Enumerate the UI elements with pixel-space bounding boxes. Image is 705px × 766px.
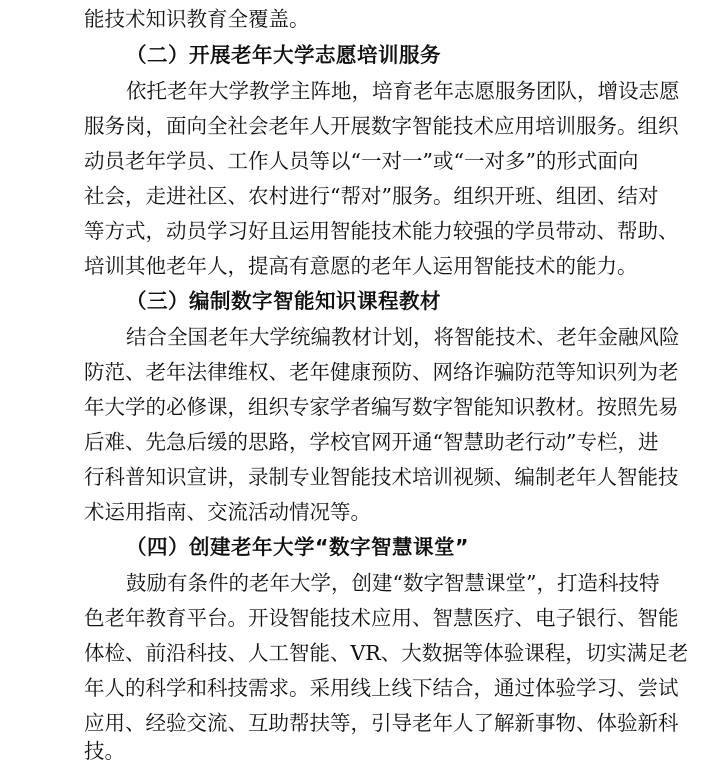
paragraph-line: 体检、前沿科技、人工智能、VR、大数据等体验课程，切实满足老 (84, 641, 689, 665)
paragraph-line: 鼓励有条件的老年大学，创建“数字智慧课堂”，打造科技特 (126, 571, 660, 595)
paragraph-line: 培训其他老年人，提高有意愿的老年人运用智能技术的能力。 (84, 254, 638, 278)
section-heading-2: （二）开展老年大学志愿培训服务 (126, 43, 441, 67)
paragraph-line: 等方式，动员学习好且运用智能技术能力较强的学员带动、帮助、 (84, 219, 679, 243)
paragraph-line: 后难、先急后缓的思路，学校官网开通“智慧助老行动”专栏，进 (84, 430, 659, 454)
section-heading-4: （四）创建老年大学“数字智慧课堂” (126, 535, 469, 559)
section-heading-3: （三）编制数字智能知识课程教材 (126, 289, 441, 313)
paragraph-line: 防范、老年法律维权、老年健康预防、网络诈骗防范等知识列为老 (84, 360, 679, 384)
paragraph-line: 技。 (84, 739, 125, 763)
paragraph-line: 色老年教育平台。开设智能技术应用、智慧医疗、电子银行、智能 (84, 606, 679, 630)
paragraph-line: 服务岗，面向全社会老年人开展数字智能技术应用培训服务。组织 (84, 114, 679, 138)
paragraph-line: 动员老年学员、工作人员等以“一对一”或“一对多”的形式面向 (84, 149, 639, 173)
paragraph-line: 结合全国老年大学统编教材计划，将智能技术、老年金融风险 (126, 325, 680, 349)
paragraph-line: 术运用指南、交流活动情况等。 (84, 500, 371, 524)
paragraph-line: 年人的科学和科技需求。采用线上线下结合，通过体验学习、尝试 (84, 676, 679, 700)
paragraph-fragment: 能技术知识教育全覆盖。 (84, 7, 310, 31)
paragraph-line: 行科普知识宣讲，录制专业智能技术培训视频、编制老年人智能技 (84, 465, 679, 489)
paragraph-line: 应用、经验交流、互助帮扶等，引导老年人了解新事物、体验新科 (84, 711, 679, 735)
paragraph-line: 依托老年大学教学主阵地，培育老年志愿服务团队，增设志愿 (126, 79, 680, 103)
paragraph-line: 社会，走进社区、农村进行“帮对”服务。组织开班、组团、结对 (84, 184, 659, 208)
paragraph-line: 年大学的必修课，组织专家学者编写数字智能知识教材。按照先易 (84, 395, 679, 419)
